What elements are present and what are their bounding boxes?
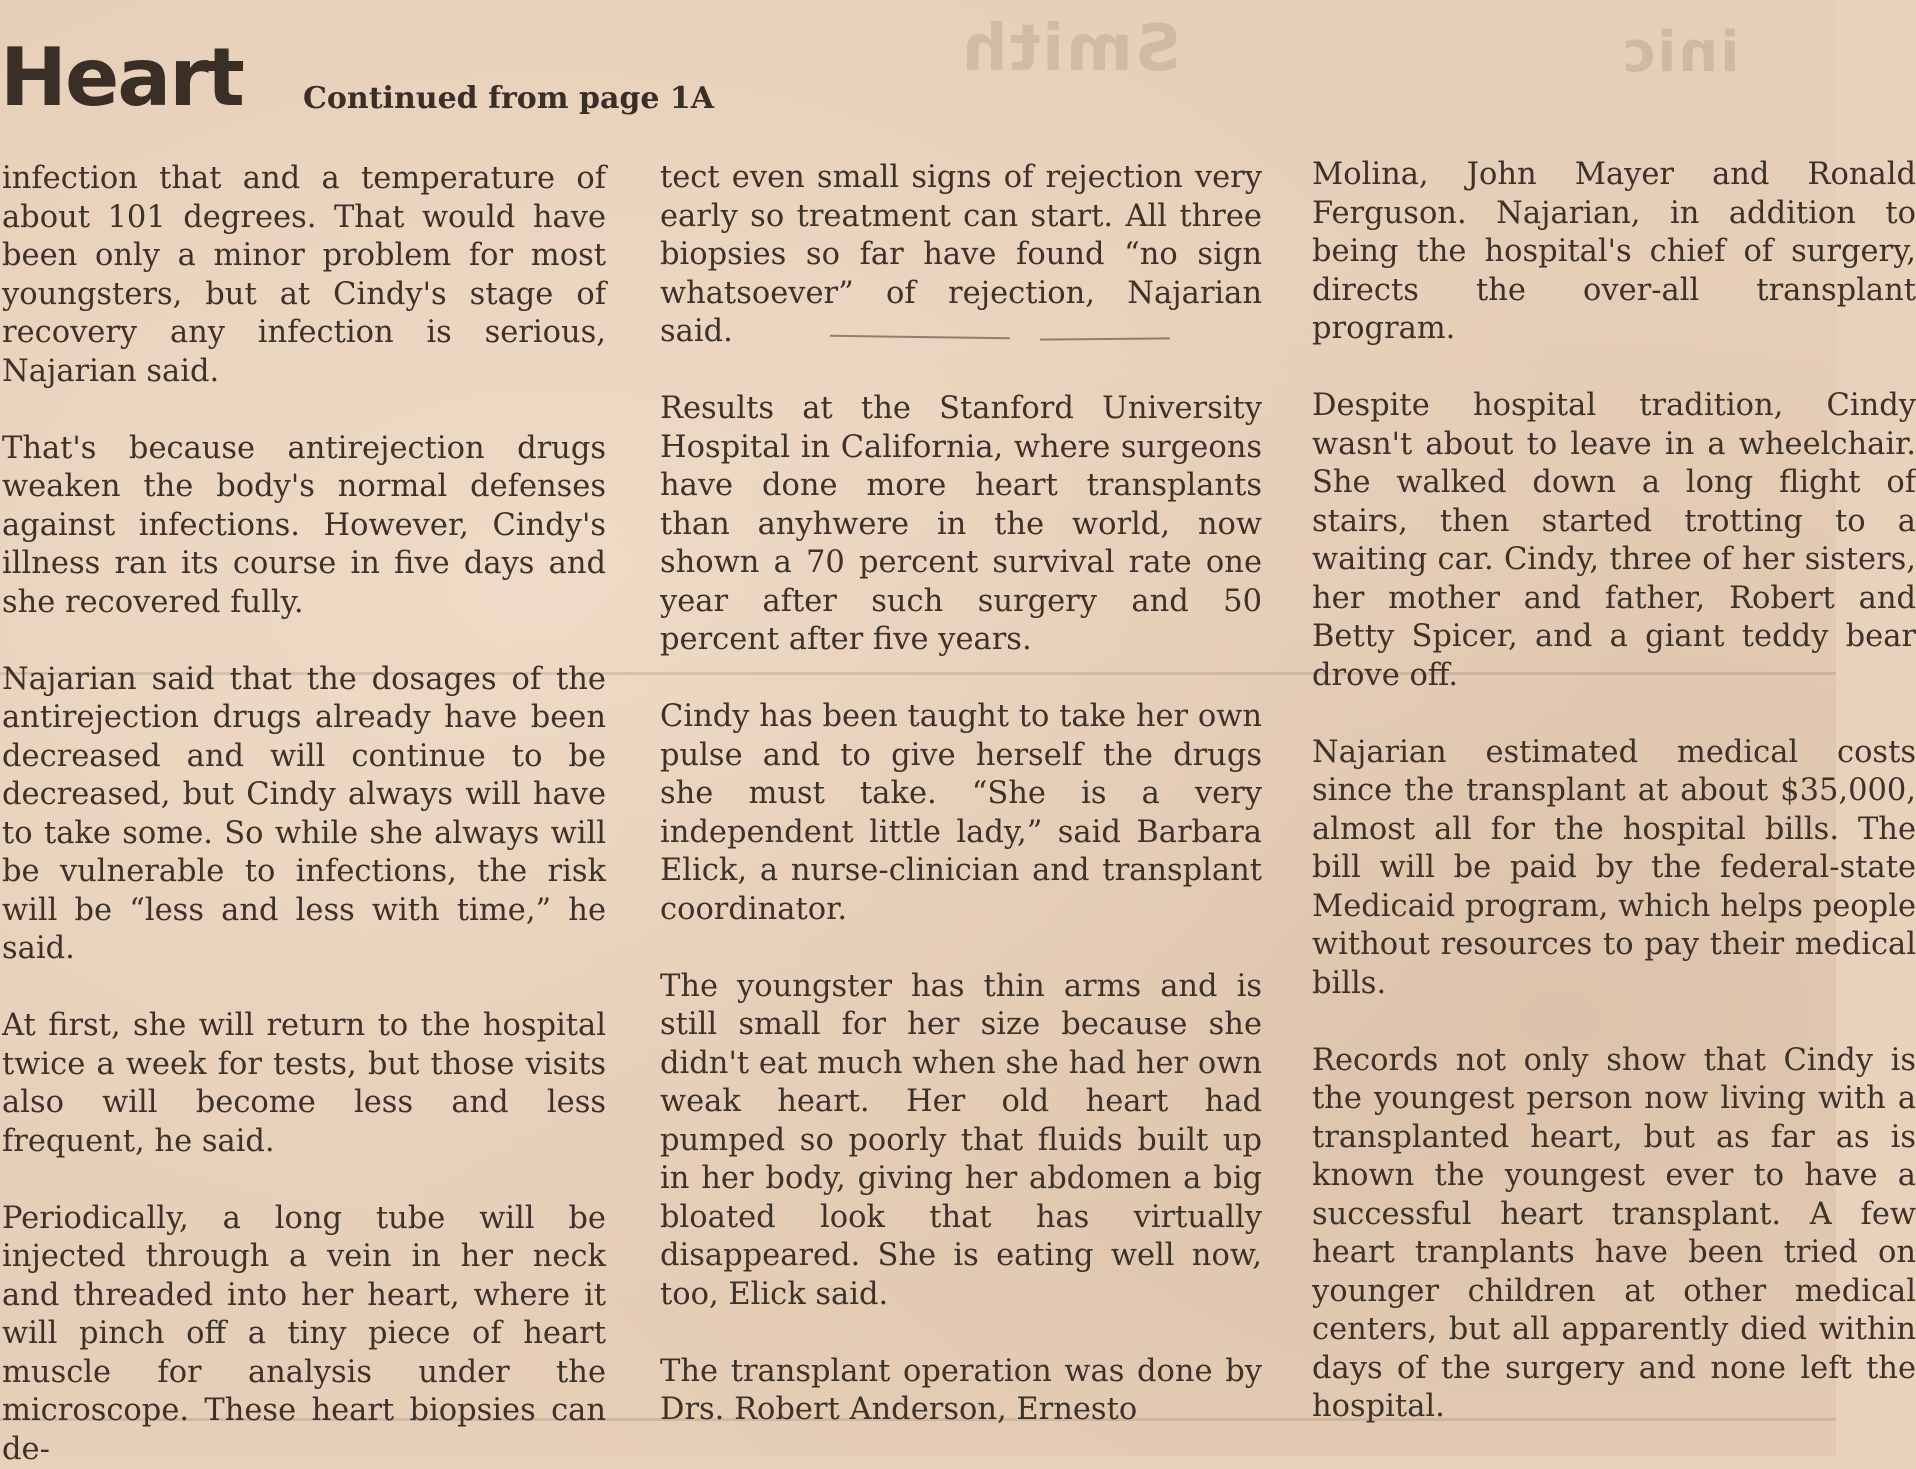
paragraph: At first, she will return to the hospital twice a week for tests, but those visits also will become less and less frequent, he said. bbox=[2, 1007, 606, 1161]
article-column-1 bbox=[2, 160, 606, 1430]
bleed-through-text-right: inic bbox=[1620, 20, 1739, 85]
paragraph: Najarian estimated medical costs since the transplant at about $35,000, almost all for the hospital bills. The bill will be paid by the federal-state Medicaid program, which helps people without resources to pay their medical bills. bbox=[1312, 734, 1916, 1004]
bleed-through-text: Smith bbox=[960, 12, 1181, 86]
paragraph: infection that and a temperature of about 101 degrees. That would have been only a minor problem for most youngsters, but at Cindy's stage of recovery any infection is serious, Najarian said. bbox=[2, 160, 606, 391]
article-column-3 bbox=[1312, 156, 1916, 1426]
paragraph: That's because antirejection drugs weaken the body's normal defenses against infections. However, Cindy's illness ran its course in five days and she recovered fully. bbox=[2, 430, 606, 623]
paragraph: Molina, John Mayer and Ronald Ferguson. Najarian, in addition to being the hospital's chief of surgery, directs the over-all transplant program. bbox=[1312, 156, 1916, 349]
paragraph: Results at the Stanford University Hospital in California, where surgeons have done more heart transplants than anyhwere in the world, now shown a 70 percent survival rate one year after such surgery and 50 percent after five years. bbox=[660, 390, 1262, 660]
paragraph: The youngster has thin arms and is still small for her size because she didn't eat much when she had her own weak heart. Her old heart had pumped so poorly that fluids built up in her body, giving her abdomen a big bloated look that has virtually disappeared. She is eating well now, too, Elick said. bbox=[660, 968, 1262, 1315]
headline: Heart bbox=[0, 38, 243, 118]
paragraph: The transplant operation was done by Drs. Robert Anderson, Ernesto bbox=[660, 1353, 1262, 1430]
paragraph: Cindy has been taught to take her own pulse and to give herself the drugs she must take. “She is a very independent little lady,” said Barbara Elick, a nurse-clinician and transplant coordinator. bbox=[660, 698, 1262, 929]
paragraph: Despite hospital tradition, Cindy wasn't about to leave in a wheelchair. She walked down a long flight of stairs, then started trotting to a waiting car. Cindy, three of her sisters, her mother and father, Robert and Betty Spicer, and a giant teddy bear drove off. bbox=[1312, 387, 1916, 695]
paragraph: Najarian said that the dosages of the antirejection drugs already have been decreased and will continue to be decreased, but Cindy always will have to take some. So while she always will be vulnerable to infections, the risk will be “less and less with time,” he said. bbox=[2, 661, 606, 969]
paragraph: Records not only show that Cindy is the youngest person now living with a transplanted heart, but as far as is known the youngest ever to have a successful heart transplant. A few heart tranplants have been tried on younger children at other medical centers, but all apparently died within days of the surgery and none left the hospital. bbox=[1312, 1042, 1916, 1427]
paragraph: Periodically, a long tube will be injected through a vein in her neck and threaded into her heart, where it will pinch off a tiny piece of heart muscle for analysis under the microscope. These heart biopsies can de- bbox=[2, 1200, 606, 1469]
continued-from-line: Continued from page 1A bbox=[303, 84, 714, 114]
article-column-2 bbox=[660, 159, 1262, 1429]
paragraph: tect even small signs of rejection very early so treatment can start. All three biopsies so far have found “no sign whatsoever” of rejection, Najarian said. bbox=[660, 159, 1262, 352]
